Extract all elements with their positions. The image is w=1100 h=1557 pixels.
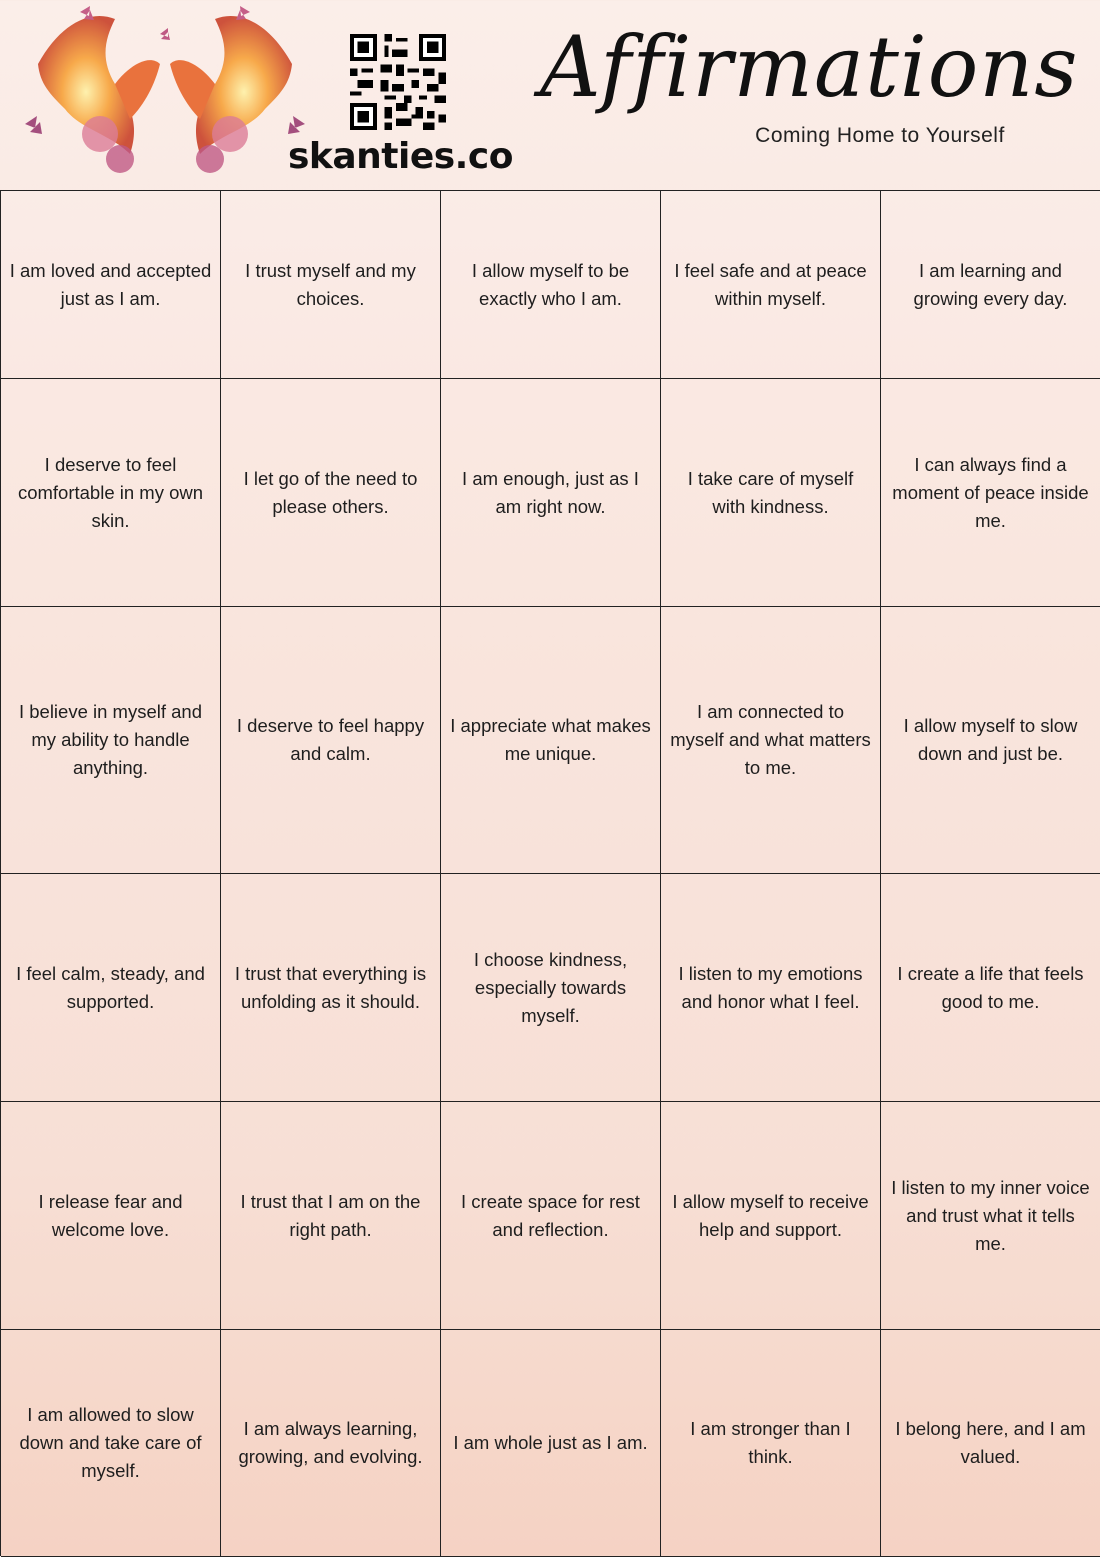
- affirmation-cell: I am learning and growing every day.: [881, 191, 1100, 379]
- affirmation-cell: I take care of myself with kindness.: [661, 379, 881, 607]
- site-url: skanties.co: [288, 136, 513, 177]
- qr-code-icon: [350, 34, 446, 130]
- page-header: [0, 0, 1100, 190]
- affirmation-cell: I am enough, just as I am right now.: [441, 379, 661, 607]
- affirmation-cell: I allow myself to slow down and just be.: [881, 607, 1100, 874]
- affirmation-cell: I create space for rest and reflection.: [441, 1102, 661, 1330]
- affirmation-cell: I choose kindness, especially towards myself.: [441, 874, 661, 1102]
- affirmation-cell: I create a life that feels good to me.: [881, 874, 1100, 1102]
- affirmation-cell: I feel safe and at peace within myself.: [661, 191, 881, 379]
- affirmation-cell: I listen to my emotions and honor what I feel.: [661, 874, 881, 1102]
- affirmation-cell: I am whole just as I am.: [441, 1330, 661, 1557]
- affirmation-cell: I deserve to feel comfortable in my own skin.: [1, 379, 221, 607]
- affirmation-cell: I believe in myself and my ability to handle anything.: [1, 607, 221, 874]
- affirmation-cell: I trust myself and my choices.: [221, 191, 441, 379]
- affirmation-cell: I allow myself to be exactly who I am.: [441, 191, 661, 379]
- affirmation-cell: I am connected to myself and what matters to me.: [661, 607, 881, 874]
- affirmation-cell: I allow myself to receive help and support.: [661, 1102, 881, 1330]
- affirmation-cell: I release fear and welcome love.: [1, 1102, 221, 1330]
- affirmation-cell: I deserve to feel happy and calm.: [221, 607, 441, 874]
- affirmation-cell: I belong here, and I am valued.: [881, 1330, 1100, 1557]
- affirmation-cell: I am loved and accepted just as I am.: [1, 191, 221, 379]
- affirmation-cell: I let go of the need to please others.: [221, 379, 441, 607]
- phoenix-butterflies-icon: [20, 4, 310, 186]
- affirmation-cell: I trust that everything is unfolding as it should.: [221, 874, 441, 1102]
- affirmation-cell: I can always find a moment of peace inside me.: [881, 379, 1100, 607]
- affirmation-cell: I appreciate what makes me unique.: [441, 607, 661, 874]
- affirmation-cell: I feel calm, steady, and supported.: [1, 874, 221, 1102]
- page-subtitle: Coming Home to Yourself: [755, 124, 1005, 147]
- affirmation-cell: I trust that I am on the right path.: [221, 1102, 441, 1330]
- affirmation-cell: I am allowed to slow down and take care of myself.: [1, 1330, 221, 1557]
- affirmation-cell: I am stronger than I think.: [661, 1330, 881, 1557]
- page-title: Affirmations: [540, 18, 1079, 116]
- affirmation-cell: I am always learning, growing, and evolving.: [221, 1330, 441, 1557]
- affirmation-grid: [0, 190, 1100, 1556]
- affirmation-cell: I listen to my inner voice and trust what it tells me.: [881, 1102, 1100, 1330]
